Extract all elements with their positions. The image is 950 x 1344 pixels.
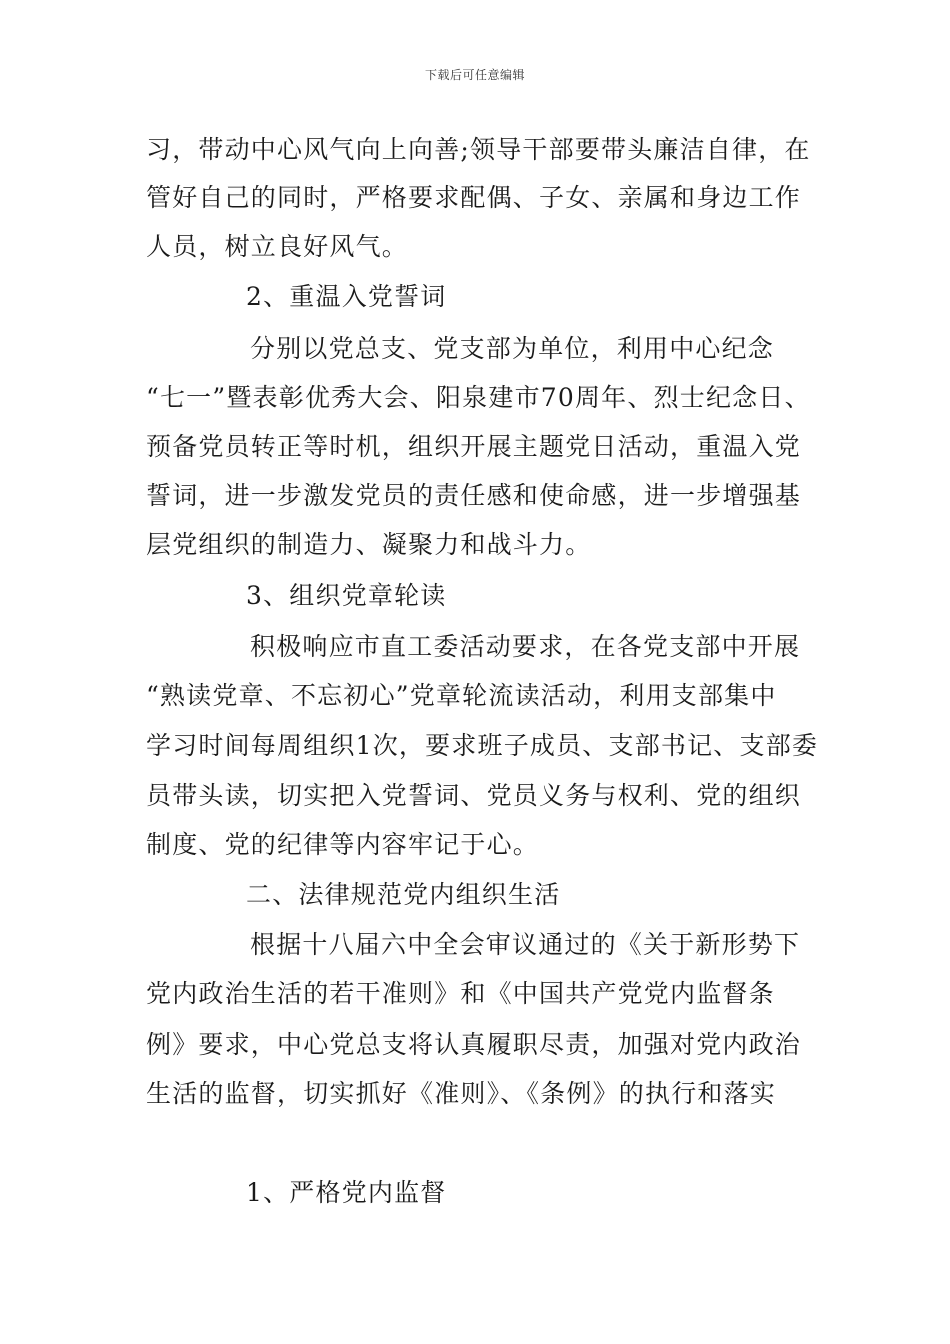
page-header: 下载后可任意编辑 — [424, 68, 525, 82]
section-heading-1: 1、严格党内监督 — [246, 1178, 447, 1207]
body-line-1: 习，带动中心风气向上向善;领导干部要带头廉洁自律，在 — [146, 135, 811, 164]
body-line-17: 根据十八届六中全会审议通过的《关于新形势下 — [250, 930, 801, 959]
section-heading-2: 2、重温入党誓词 — [246, 282, 447, 311]
body-line-14: 员带头读，切实把入党誓词、党员义务与权利、党的组织 — [146, 781, 802, 810]
body-line-20: 生活的监督，切实抓好《准则》、《条例》的执行和落实 — [146, 1079, 777, 1108]
section-heading-3: 3、组织党章轮读 — [246, 581, 447, 610]
body-line-15: 制度、党的纪律等内容牢记于心。 — [146, 830, 540, 859]
body-line-8: 誓词，进一步激发党员的责任感和使命感，进一步增强基 — [146, 481, 802, 510]
section-heading-two: 二、法律规范党内组织生活 — [246, 880, 561, 909]
body-line-2: 管好自己的同时，严格要求配偶、子女、亲属和身边工作 — [146, 183, 802, 212]
body-line-18: 党内政治生活的若干准则》和《中国共产党党内监督条 — [146, 979, 775, 1008]
body-line-11: 积极响应市直工委活动要求，在各党支部中开展 — [250, 632, 801, 661]
body-line-7: 预备党员转正等时机，组织开展主题党日活动，重温入党 — [146, 432, 802, 461]
body-line-12: “熟读党章、不忘初心”党章轮流读活动，利用支部集中 — [146, 681, 777, 710]
body-line-3: 人员，树立良好风气。 — [146, 232, 409, 261]
body-line-13: 学习时间每周组织1次，要求班子成员、支部书记、支部委 — [146, 731, 819, 760]
body-line-19: 例》要求，中心党总支将认真履职尽责，加强对党内政治 — [146, 1030, 802, 1059]
body-line-6: “七一”暨表彰优秀大会、阳泉建市70周年、烈士纪念日、 — [146, 383, 811, 412]
body-line-9: 层党组织的制造力、凝聚力和战斗力。 — [146, 530, 592, 559]
body-line-5: 分别以党总支、党支部为单位，利用中心纪念 — [250, 334, 775, 363]
